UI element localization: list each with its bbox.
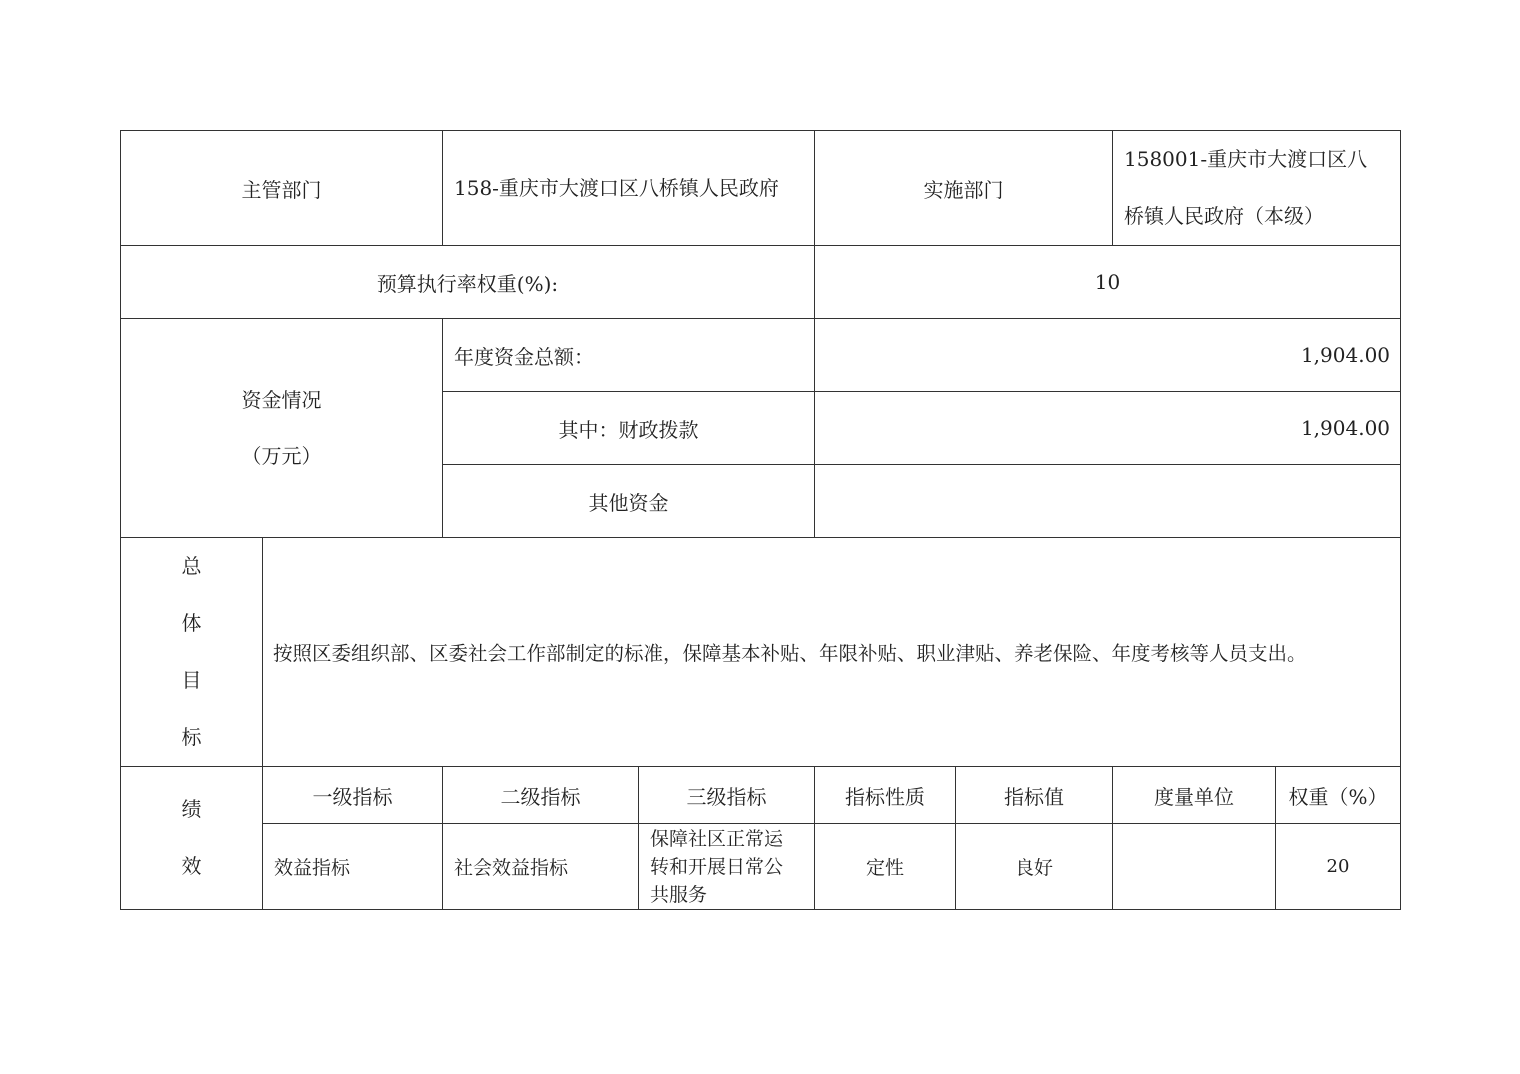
funds-total-value: 1,904.00 <box>815 319 1401 392</box>
header-value: 指标值 <box>956 767 1113 824</box>
goal-label-char: 目 <box>181 668 202 692</box>
goal-label-char: 体 <box>181 611 202 635</box>
header-unit: 度量单位 <box>1113 767 1276 824</box>
budget-weight-row <box>121 246 1401 319</box>
indicator-value: 良好 <box>956 824 1113 910</box>
funds-other-value <box>815 465 1401 538</box>
header-level3: 三级指标 <box>639 767 815 824</box>
indicator-nature: 定性 <box>815 824 956 910</box>
indicator-header-row <box>121 767 1401 824</box>
overall-goal-row <box>121 538 1401 767</box>
indicator-level2: 社会效益指标 <box>443 824 639 910</box>
performance-target-table <box>120 130 1401 910</box>
overall-goal-text: 按照区委组织部、区委社会工作部制定的标准，保障基本补贴、年限补贴、职业津贴、养老保险、年度考核等人员支出。 <box>263 538 1401 767</box>
funds-total-row <box>121 319 1401 392</box>
supervisor-label: 主管部门 <box>121 131 443 246</box>
budget-weight-label: 预算执行率权重(%): <box>121 246 815 319</box>
implementer-value: 158001-重庆市大渡口区八桥镇人民政府（本级） <box>1113 131 1401 246</box>
goal-label-char: 标 <box>181 725 202 749</box>
funds-label <box>121 319 443 538</box>
budget-weight-value: 10 <box>815 246 1401 319</box>
department-row <box>121 131 1401 246</box>
performance-label-char: 绩 <box>181 797 202 821</box>
performance-label <box>121 767 263 910</box>
header-level2: 二级指标 <box>443 767 639 824</box>
header-weight: 权重（%） <box>1276 767 1401 824</box>
overall-goal-label <box>121 538 263 767</box>
indicator-weight: 20 <box>1276 824 1401 910</box>
indicator-row <box>121 824 1401 910</box>
indicator-level1: 效益指标 <box>263 824 443 910</box>
implementer-label: 实施部门 <box>815 131 1113 246</box>
funds-label-line2: （万元） <box>241 444 322 468</box>
funds-total-label: 年度资金总额： <box>443 319 815 392</box>
goal-label-char: 总 <box>181 554 202 578</box>
funds-label-line1: 资金情况 <box>241 388 322 412</box>
indicator-unit <box>1113 824 1276 910</box>
indicator-level3: 保障社区正常运转和开展日常公共服务 <box>639 824 815 910</box>
header-level1: 一级指标 <box>263 767 443 824</box>
funds-fiscal-value: 1,904.00 <box>815 392 1401 465</box>
funds-fiscal-label: 其中：财政拨款 <box>443 392 815 465</box>
performance-label-char: 效 <box>181 854 202 878</box>
supervisor-value: 158-重庆市大渡口区八桥镇人民政府 <box>443 131 815 246</box>
funds-other-label: 其他资金 <box>443 465 815 538</box>
header-nature: 指标性质 <box>815 767 956 824</box>
